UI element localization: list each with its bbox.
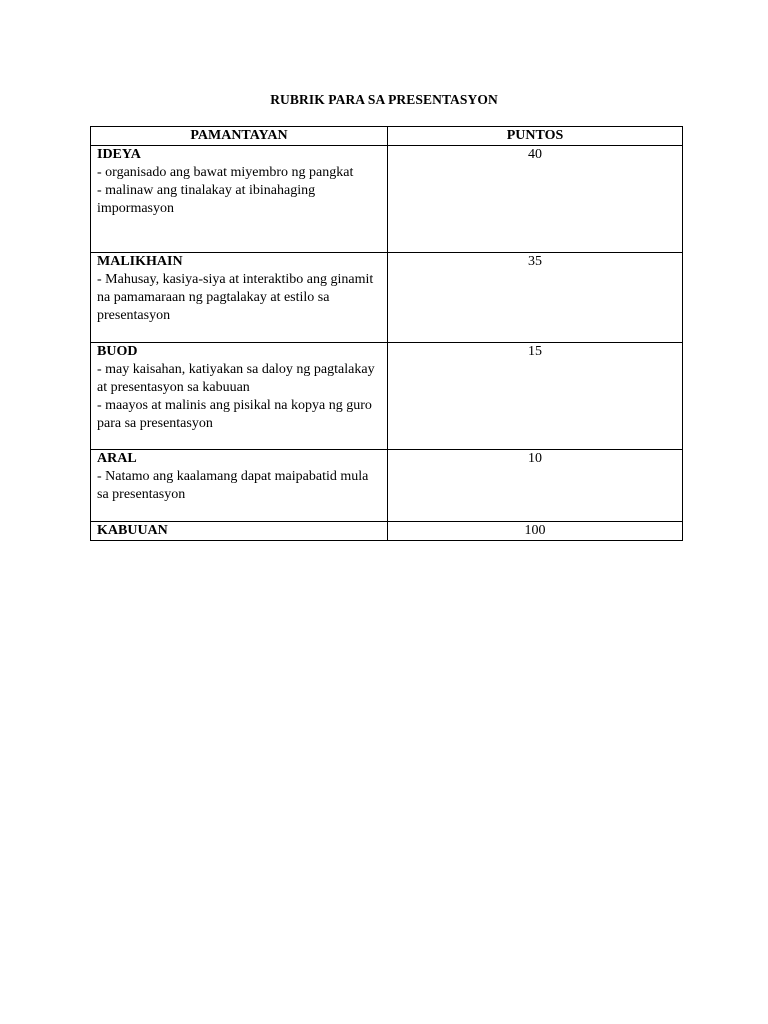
table-row: [91, 450, 683, 522]
criteria-name: BUOD: [97, 344, 138, 359]
rubric-table: [90, 126, 683, 541]
criteria-description: - malinaw ang tinalakay at ibinahaging impormasyon: [97, 183, 316, 216]
criteria-cell: [91, 343, 388, 450]
document-title: RUBRIK PARA SA PRESENTASYON: [270, 92, 498, 107]
total-row: [91, 522, 683, 541]
criteria-description: - organisado ang bawat miyembro ng pangkat: [97, 165, 354, 180]
criteria-name: ARAL: [97, 451, 137, 466]
total-points-cell: 100: [388, 522, 683, 541]
points-cell: 15: [388, 343, 683, 450]
criteria-description: - may kaisahan, katiyakan sa daloy ng pagtalakay at presentasyon sa kabuuan: [97, 362, 375, 395]
points-cell: 40: [388, 146, 683, 253]
criteria-cell: [91, 253, 388, 343]
criteria-cell: [91, 450, 388, 522]
points-column-header: PUNTOS: [388, 127, 683, 146]
total-label-cell: [91, 522, 388, 541]
table-row: [91, 253, 683, 343]
table-row: [91, 146, 683, 253]
table-header-row: [91, 127, 683, 146]
criteria-description: - Natamo ang kaalamang dapat maipabatid mula sa presentasyon: [97, 469, 369, 502]
points-cell: 10: [388, 450, 683, 522]
table-row: [91, 343, 683, 450]
points-cell: 35: [388, 253, 683, 343]
criteria-name: IDEYA: [97, 147, 141, 162]
criteria-description: - Mahusay, kasiya-siya at interaktibo ang ginamit na pamamaraan ng pagtalakay at estilo sa presentasyon: [97, 272, 374, 323]
total-label: KABUUAN: [97, 523, 168, 538]
criteria-cell: [91, 146, 388, 253]
criteria-name: MALIKHAIN: [97, 254, 183, 269]
criteria-description: - maayos at malinis ang pisikal na kopya ng guro para sa presentasyon: [97, 398, 372, 431]
criteria-column-header: PAMANTAYAN: [91, 127, 388, 146]
